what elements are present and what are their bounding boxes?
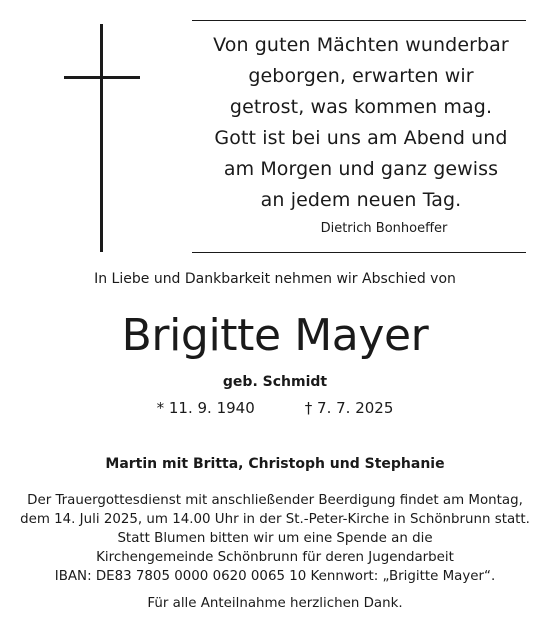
farewell-intro: In Liebe und Dankbarkeit nehmen wir Abschied von xyxy=(94,271,456,287)
notice-line: Der Trauergottesdienst mit anschließender Beerdigung findet am Montag, xyxy=(27,493,523,508)
quote-line: Gott ist bei uns am Abend und xyxy=(214,127,508,149)
deceased-name: Brigitte Mayer xyxy=(121,310,429,361)
funeral-notice xyxy=(0,491,550,586)
quote-bottom-rule xyxy=(192,252,526,253)
birth-date: * 11. 9. 1940 xyxy=(156,399,255,417)
quote-author: Dietrich Bonhoeffer xyxy=(320,221,448,236)
cross-icon xyxy=(0,0,200,260)
quote-top-rule xyxy=(192,20,526,21)
quote-line: an jedem neuen Tag. xyxy=(260,189,462,211)
notice-line: IBAN: DE83 7805 0000 0620 0065 10 Kennwort: „Brigitte Mayer“. xyxy=(54,569,496,584)
notice-line: dem 14. Juli 2025, um 14.00 Uhr in der St.-Peter-Kirche in Schönbrunn statt. xyxy=(20,512,530,527)
thanks-line: Für alle Anteilnahme herzlichen Dank. xyxy=(147,596,403,611)
family-signature: Martin mit Britta, Christoph und Stephanie xyxy=(105,456,445,472)
quote-line: geborgen, erwarten wir xyxy=(248,65,474,87)
quote-block xyxy=(196,30,526,238)
quote-line: Von guten Mächten wunderbar xyxy=(213,34,509,56)
notice-line: Statt Blumen bitten wir um eine Spende an die xyxy=(117,531,433,546)
quote-line: getrost, was kommen mag. xyxy=(229,96,493,118)
death-date: † 7. 7. 2025 xyxy=(304,399,394,417)
notice-line: Kirchengemeinde Schönbrunn für deren Jugendarbeit xyxy=(96,550,454,565)
quote-line: am Morgen und ganz gewiss xyxy=(223,158,499,180)
maiden-name: geb. Schmidt xyxy=(222,374,328,390)
life-dates xyxy=(0,399,550,417)
